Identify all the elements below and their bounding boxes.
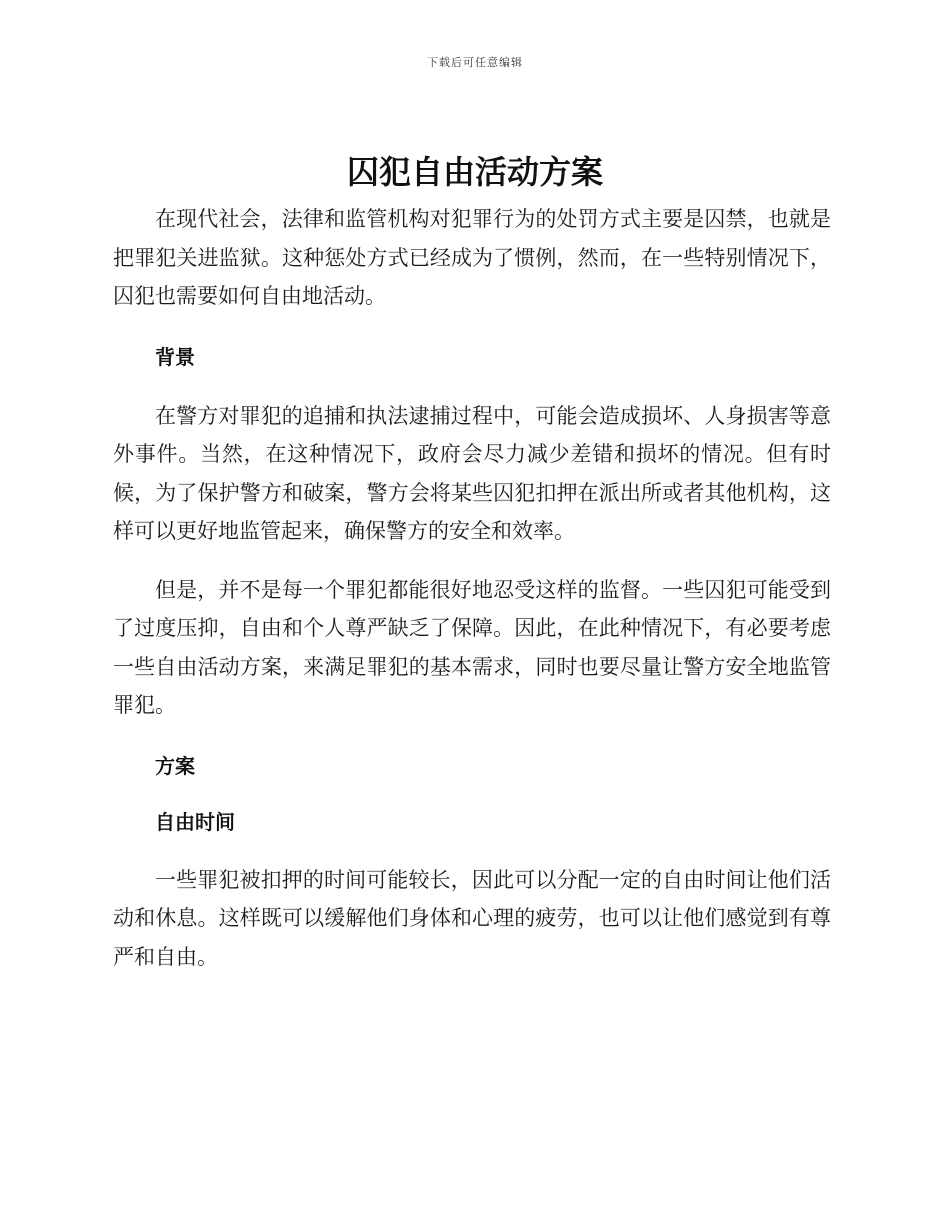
free-time-paragraph: 一些罪犯被扣押的时间可能较长，因此可以分配一定的自由时间让他们活动和休息。这样既可以缓解他们身体和心理的疲劳，也可以让他们感觉到有尊严和自由。 (113, 867, 831, 969)
background-paragraph-2: 但是，并不是每一个罪犯都能很好地忍受这样的监督。一些囚犯可能受到了过度压抑，自由和个人尊严缺乏了保障。因此，在此种情况下，有必要考虑一些自由活动方案，来满足罪犯的基本需求，同时也要尽量让警方安全地监管罪犯。 (113, 577, 831, 717)
document-title: 囚犯自由活动方案 (346, 153, 603, 191)
intro-paragraph: 在现代社会，法律和监管机构对犯罪行为的处罚方式主要是囚禁，也就是把罪犯关进监狱。这种惩处方式已经成为了惯例，然而，在一些特别情况下，囚犯也需要如何自由地活动。 (113, 207, 831, 308)
background-paragraph-1: 在警方对罪犯的追捕和执法逮捕过程中，可能会造成损坏、人身损害等意外事件。当然，在这种情况下，政府会尽力减少差错和损坏的情况。但有时候，为了保护警方和破案，警方会将某些囚犯扣押在派出所或者其他机构，这样可以更好地监管起来，确保警方的安全和效率。 (113, 403, 831, 543)
document-body (113, 200, 831, 976)
section-heading-background: 背景 (155, 344, 195, 369)
section-heading-plan: 方案 (155, 753, 195, 778)
header-note: 下载后可任意编辑 (427, 56, 523, 69)
subsection-heading-free-time: 自由时间 (155, 809, 235, 834)
